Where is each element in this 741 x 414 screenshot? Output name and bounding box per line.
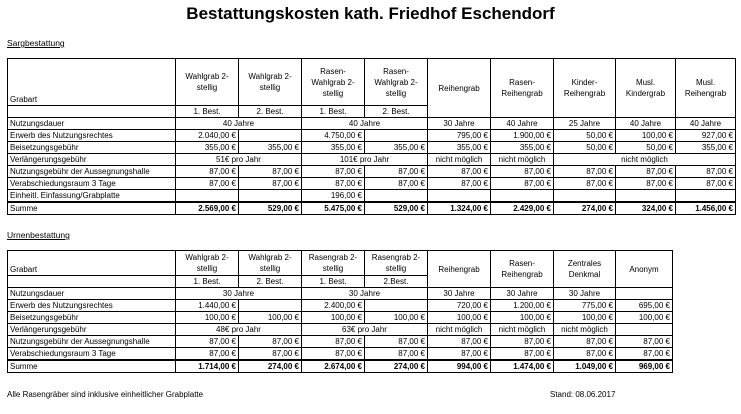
- col-header: Reihengrab: [428, 59, 491, 118]
- col-header: Reihengrab: [428, 251, 491, 288]
- grabart-header: Grabart: [8, 251, 176, 276]
- best-label: 2. Best.: [239, 276, 302, 288]
- col-header: Wahlgrab 2-stellig: [176, 59, 239, 106]
- col-header: Wahlgrab 2-stellig: [239, 251, 302, 276]
- col-header: Rasen-Wahlgrab 2-stellig: [302, 59, 365, 106]
- best-label: 1. Best.: [302, 276, 365, 288]
- best-label: 1. Best.: [176, 106, 239, 118]
- blank-cell: [8, 276, 176, 288]
- table-row: Beisetzungsgebühr 100,00 € 100,00 € 100,00 € 100,00 € 100,00 € 100,00 € 100,00 € 100,00 €: [8, 312, 673, 324]
- table-row: Nutzungsgebühr der Aussegnungshalle 87,00 € 87,00 € 87,00 € 87,00 € 87,00 € 87,00 € 87,00 € 87,00 € 87,00 €: [8, 166, 736, 178]
- table-row: Verabschiedungsraum 3 Tage 87,00 € 87,00 € 87,00 € 87,00 € 87,00 € 87,00 € 87,00 € 87,00 € 87,00 €: [8, 178, 736, 190]
- table-row: Beisetzungsgebühr 355,00 € 355,00 € 355,00 € 355,00 € 355,00 € 355,00 € 50,00 € 50,00 € 355,00 €: [8, 142, 736, 154]
- blank-cell: [8, 106, 176, 118]
- best-label: 1. Best.: [302, 106, 365, 118]
- col-header: Rasen-Reihengrab: [491, 251, 554, 288]
- col-header: Rasengrab 2-stellig: [302, 251, 365, 276]
- col-header: Rasengrab 2-stellig: [365, 251, 428, 276]
- sum-row: Summe 1.714,00 € 274,00 € 2.674,00 € 274,00 € 994,00 € 1.474,00 € 1.049,00 € 969,00 €: [8, 360, 673, 373]
- table-row: Verlängerungsgebühr 51€ pro Jahr 101€ pro Jahr nicht möglich nicht möglich nicht möglich: [8, 154, 736, 166]
- best-label: 2.Best.: [365, 276, 428, 288]
- footer-date: Stand: 08.06.2017: [550, 390, 616, 399]
- table-row: Einheitl. Einfassung/Grabplatte 196,00 €: [8, 190, 736, 203]
- section-heading-urne: Urnenbestattung: [7, 230, 70, 240]
- best-label: 1. Best.: [176, 276, 239, 288]
- table-row: Nutzungsgebühr der Aussegnungshalle 87,00 € 87,00 € 87,00 € 87,00 € 87,00 € 87,00 € 87,00 € 87,00 €: [8, 336, 673, 348]
- sum-row: Summe 2.569,00 € 529,00 € 5.475,00 € 529,00 € 1.324,00 € 2.429,00 € 274,00 € 324,00 € 1.456,00 €: [8, 202, 736, 215]
- table-row: Nutzungsdauer 40 Jahre 40 Jahre 30 Jahre 40 Jahre 25 Jahre 40 Jahre 40 Jahre: [8, 118, 736, 130]
- best-label: 2. Best.: [365, 106, 428, 118]
- table-row: Erwerb des Nutzungsrechtes 1.440,00 € 2.400,00 € 720,00 € 1.200,00 € 775,00 € 695,00 €: [8, 300, 673, 312]
- table-row: Erwerb des Nutzungsrechtes 2.040,00 € 4.750,00 € 795,00 € 1.900,00 € 50,00 € 100,00 € 927,00 €: [8, 130, 736, 142]
- col-header: Zentrales Denkmal: [554, 251, 616, 288]
- col-header: Rasen-Wahlgrab 2-stellig: [365, 59, 428, 106]
- col-header: Kinder-Reihengrab: [554, 59, 616, 118]
- col-header: Wahlgrab 2-stellig: [239, 59, 302, 106]
- section-heading-sarg: Sargbestattung: [7, 38, 65, 48]
- sarg-table: [7, 58, 736, 215]
- col-header: Musl. Reihengrab: [676, 59, 736, 118]
- table-row: Verlängerungsgebühr 48€ pro Jahr 63€ pro Jahr nicht möglich nicht möglich nicht möglich: [8, 324, 673, 336]
- best-label: 2. Best.: [239, 106, 302, 118]
- page-title: Bestattungskosten kath. Friedhof Eschendorf: [186, 4, 555, 23]
- grabart-header: Grabart: [8, 59, 176, 106]
- table-row: Verabschiedungsraum 3 Tage 87,00 € 87,00 € 87,00 € 87,00 € 87,00 € 87,00 € 87,00 € 87,00 €: [8, 348, 673, 361]
- table-row: Nutzungsdauer 30 Jahre 30 Jahre 30 Jahre 30 Jahre 30 Jahre: [8, 288, 673, 300]
- col-header: Wahlgrab 2-stellig: [176, 251, 239, 276]
- col-header: Rasen-Reihengrab: [491, 59, 554, 118]
- urne-table: [7, 250, 673, 373]
- footer-note: Alle Rasengräber sind inklusive einheitlicher Grabplatte: [7, 390, 204, 399]
- col-header: Musl. Kindergrab: [616, 59, 676, 118]
- col-header: Anonym: [616, 251, 673, 288]
